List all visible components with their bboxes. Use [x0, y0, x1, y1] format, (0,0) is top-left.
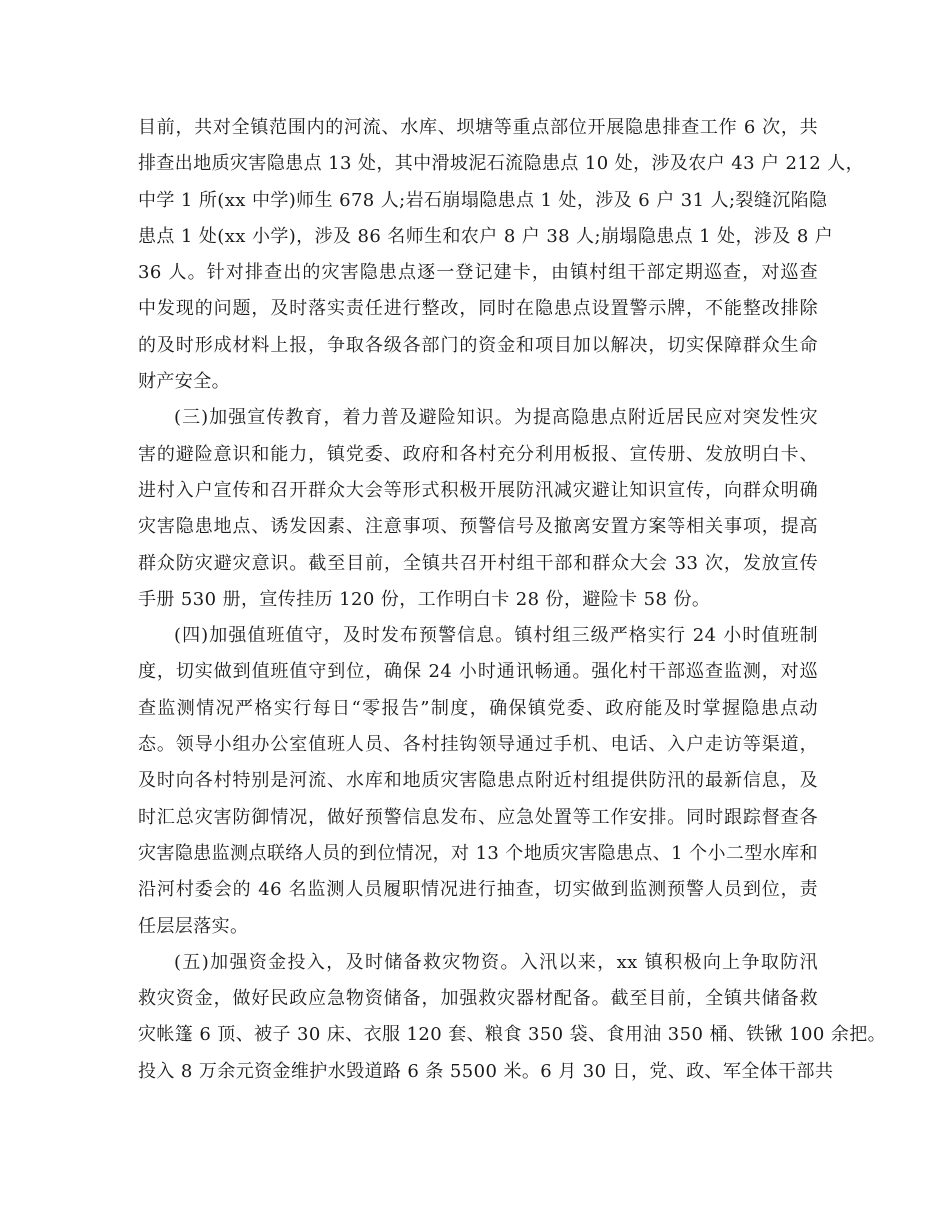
- text-line: 任层层落实。: [138, 915, 249, 937]
- paragraph-duty-warning: [138, 618, 818, 945]
- text-line: 度，切实做到值班值守到位，确保 24 小时通讯畅通。强化村干部巡查监测，对巡: [138, 661, 818, 683]
- text-line: 灾害隐患监测点联络人员的到位情况，对 13 个地质灾害隐患点、1 个小二型水库和: [138, 842, 818, 864]
- text-line: 36 人。针对排查出的灾害隐患点逐一登记建卡，由镇村组干部定期巡查，对巡查: [138, 262, 818, 284]
- text-line: (三)加强宣传教育，着力普及避险知识。为提高隐患点附近居民应对突发性灾: [174, 407, 818, 429]
- text-line: 进村入户宣传和召开群众大会等形式积极开展防汛减灾避让知识宣传，向群众明确: [138, 479, 818, 501]
- text-line: 态。领导小组办公室值班人员、各村挂钩领导通过手机、电话、入户走访等渠道，: [138, 734, 818, 756]
- text-line: 救灾资金，做好民政应急物资储备，加强救灾器材配备。截至目前，全镇共储备救: [138, 988, 818, 1010]
- text-line: 中学 1 所(xx 中学)师生 678 人;岩石崩塌隐患点 1 处，涉及 6 户 31 人;裂缝沉陷隐: [138, 189, 828, 211]
- document-body: [138, 110, 887, 1090]
- text-line: 灾害隐患地点、诱发因素、注意事项、预警信号及撤离安置方案等相关事项，提高: [138, 516, 818, 538]
- text-line: 排查出地质灾害隐患点 13 处，其中滑坡泥石流隐患点 10 处，涉及农户 43 户 212 人，: [138, 153, 865, 175]
- text-line: 的及时形成材料上报，争取各级各部门的资金和项目加以解决，切实保障群众生命: [138, 334, 818, 356]
- text-line: (四)加强值班值守，及时发布预警信息。镇村组三级严格实行 24 小时值班制: [174, 625, 818, 647]
- text-line: 财产安全。: [138, 371, 230, 393]
- text-line: 灾帐篷 6 顶、被子 30 床、衣服 120 套、粮食 350 袋、食用油 350 桶、铁锹 100 余把。: [138, 1024, 887, 1046]
- text-line: 时汇总灾害防御情况，做好预警信息发布、应急处置等工作安排。同时跟踪督查各: [138, 806, 818, 828]
- text-line: 群众防灾避灾意识。截至目前，全镇共召开村组干部和群众大会 33 次，发放宣传: [138, 552, 818, 574]
- text-line: 及时向各村特别是河流、水库和地质灾害隐患点附近村组提供防汛的最新信息，及: [138, 770, 818, 792]
- text-line: 患点 1 处(xx 小学)，涉及 86 名师生和农户 8 户 38 人;崩塌隐患点 1 处，涉及 8 户: [138, 225, 834, 247]
- text-line: 手册 530 册，宣传挂历 120 份，工作明白卡 28 份，避险卡 58 份。: [138, 588, 711, 610]
- text-line: 目前，共对全镇范围内的河流、水库、坝塘等重点部位开展隐患排查工作 6 次，共: [138, 117, 818, 138]
- paragraph-hazard-inspection: [138, 110, 865, 400]
- text-line: 害的避险意识和能力，镇党委、政府和各村充分利用板报、宣传册、发放明白卡、: [138, 443, 818, 465]
- text-line: (五)加强资金投入，及时储备救灾物资。入汛以来，xx 镇积极向上争取防汛: [174, 951, 818, 973]
- paragraph-funding-supplies: [138, 945, 887, 1090]
- text-line: 投入 8 万余元资金维护水毁道路 6 条 5500 米。6 月 30 日，党、政、军全体干部共: [138, 1060, 834, 1082]
- paragraph-publicity-education: [138, 400, 818, 618]
- text-line: 中发现的问题，及时落实责任进行整改，同时在隐患点设置警示牌，不能整改排除: [138, 298, 818, 320]
- text-line: 查监测情况严格实行每日“零报告”制度，确保镇党委、政府能及时掌握隐患点动: [138, 697, 818, 719]
- text-line: 沿河村委会的 46 名监测人员履职情况进行抽查，切实做到监测预警人员到位，责: [138, 879, 818, 901]
